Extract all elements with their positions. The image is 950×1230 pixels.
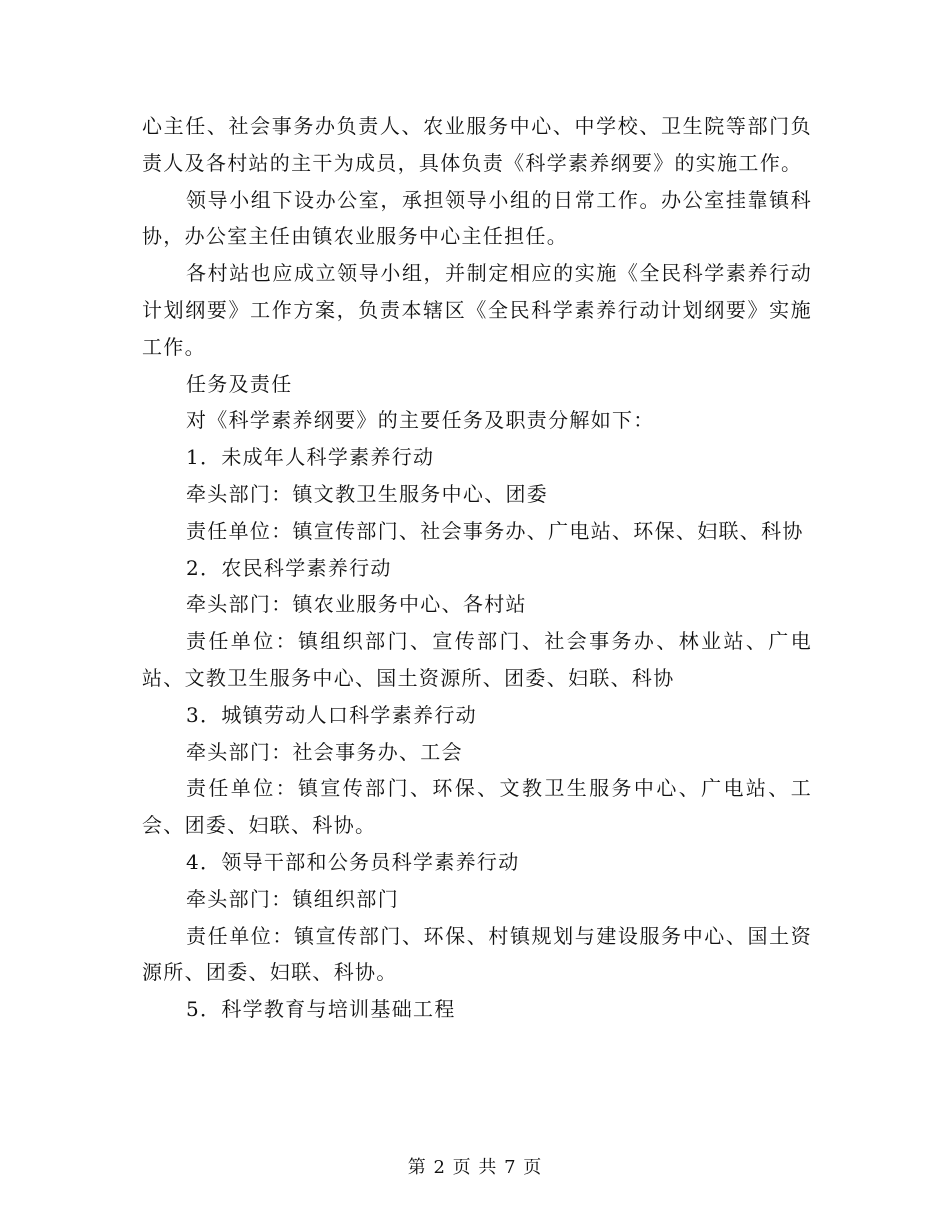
item-2-heading: 2．农民科学素养行动	[186, 555, 392, 580]
item-3-responsible: 责任单位：镇宣传部门、环保、文教卫生服务中心、广电站、工会、团委、妇联、科协。	[142, 776, 812, 838]
document-body	[142, 108, 812, 1028]
item-3-lead: 牵头部门：社会事务办、工会	[186, 739, 463, 764]
item-2-responsible: 责任单位：镇组织部门、宣传部门、社会事务办、林业站、广电站、文教卫生服务中心、国土资源所、团委、妇联、科协	[142, 629, 812, 690]
item-1-responsible: 责任单位：镇宣传部门、社会事务办、广电站、环保、妇联、科协	[186, 518, 804, 543]
item-1-heading: 1．未成年人科学素养行动	[186, 445, 435, 470]
paragraph-3: 各村站也应成立领导小组，并制定相应的实施《全民科学素养行动计划纲要》工作方案，负责本辖区《全民科学素养行动计划纲要》实施工作。	[142, 261, 812, 359]
page-footer	[0, 1153, 950, 1179]
item-4-heading: 4．领导干部和公务员科学素养行动	[186, 849, 520, 874]
page-number: 第 2 页 共 7 页	[407, 1157, 543, 1178]
paragraph-1: 心主任、社会事务办负责人、农业服务中心、中学校、卫生院等部门负责人及各村站的主干为成员，具体负责《科学素养纲要》的实施工作。	[142, 114, 812, 175]
paragraph-2: 领导小组下设办公室，承担领导小组的日常工作。办公室挂靠镇科协，办公室主任由镇农业服务中心主任担任。	[142, 187, 812, 249]
item-2-lead: 牵头部门：镇农业服务中心、各村站	[186, 592, 527, 617]
item-5-heading: 5．科学教育与培训基础工程	[186, 997, 456, 1022]
section-heading: 任务及责任	[186, 371, 293, 396]
paragraph-intro: 对《科学素养纲要》的主要任务及职责分解如下：	[186, 408, 655, 433]
item-3-heading: 3．城镇劳动人口科学素养行动	[186, 702, 477, 727]
item-4-lead: 牵头部门：镇组织部门	[186, 886, 399, 911]
item-4-responsible: 责任单位：镇宣传部门、环保、村镇规划与建设服务中心、国土资源所、团委、妇联、科协。	[142, 923, 812, 985]
item-1-lead: 牵头部门：镇文教卫生服务中心、团委	[186, 481, 549, 506]
